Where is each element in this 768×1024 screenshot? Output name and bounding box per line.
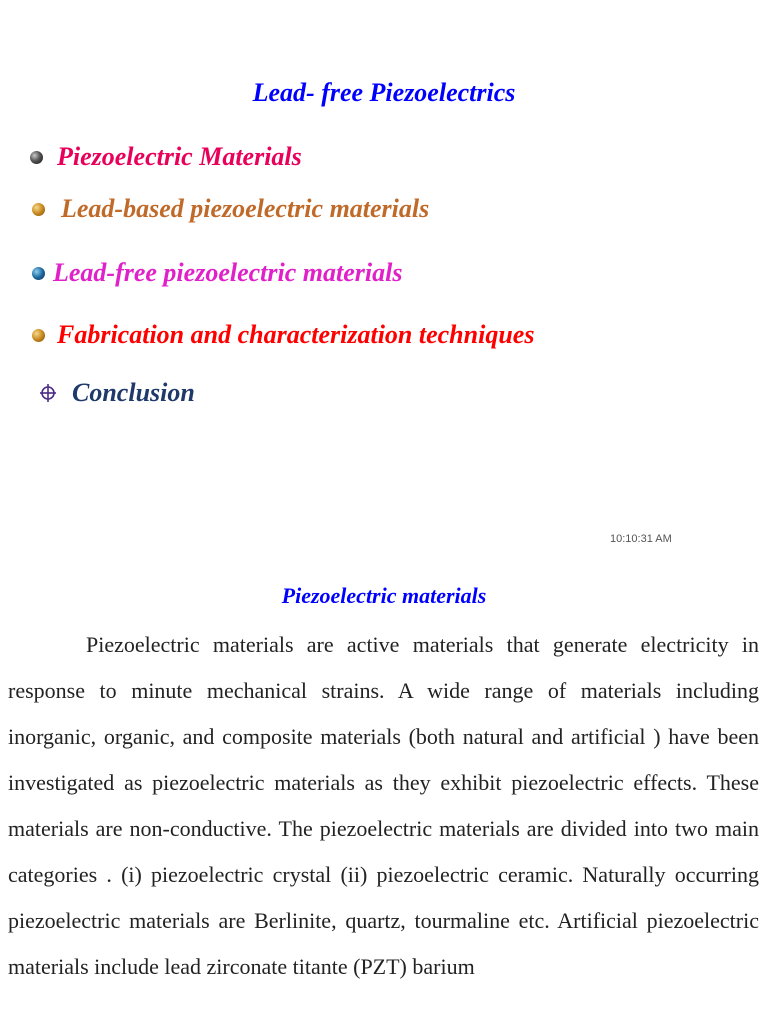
bullet-item-piezoelectric-materials [30,142,302,172]
timestamp: 10:10:31 AM [610,533,672,545]
bullet-item-conclusion [38,378,195,408]
bullet-item-lead-based [32,194,429,224]
slide-title: Lead- free Piezoelectrics [252,78,516,107]
gold-sphere-bullet-icon [32,329,45,342]
bullet-item-lead-free [32,258,402,288]
blue-sphere-bullet-icon [32,267,45,280]
bullet-label: Lead-free piezoelectric materials [53,258,403,287]
bullet-label: Fabrication and characterization techniques [57,320,535,349]
gold-sphere-bullet-icon [32,203,45,216]
bullet-label: Conclusion [72,378,195,407]
bullet-item-fabrication [32,320,534,350]
bullet-label: Lead-based piezoelectric materials [61,194,430,223]
crosshair-bullet-icon [38,383,58,403]
section-body: Piezoelectric materials are active materials that generate electricity in response to minute mechanical strains. A wide range of materials including inorganic, organic, and composite materials (both natural and artificial ) have been investigated as piezoelectric materials as they exhibit piezoelectric effects. These materials are non-conductive. The piezoelectric materials are divided into two main categories . (i) piezoelectric crystal (ii) piezoelectric ceramic. Naturally occurring piezoelectric materials are Berlinite, quartz, tourmaline etc. Artificial piezoelectric materials include lead zirconate titante (PZT) barium [8,632,759,979]
section-title: Piezoelectric materials [281,583,487,608]
bullet-label: Piezoelectric Materials [57,142,302,171]
dark-sphere-bullet-icon [30,151,43,164]
